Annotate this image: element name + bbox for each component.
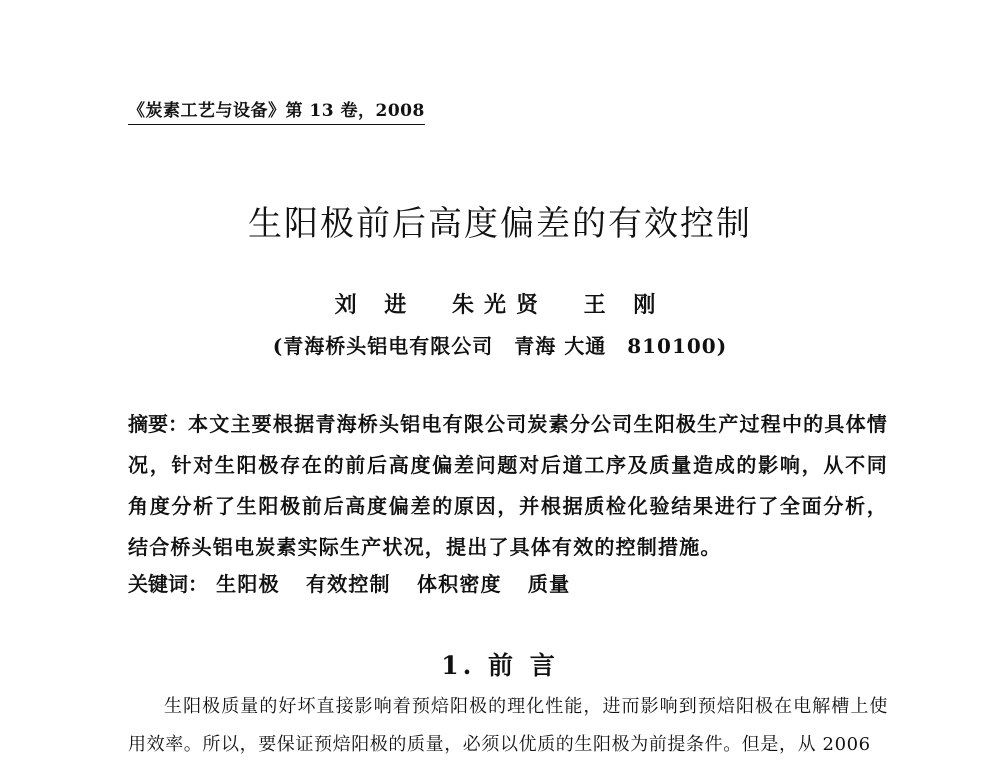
journal-header: 《炭素工艺与设备》第 13 卷，2008: [128, 96, 425, 125]
author-list: [0, 288, 1000, 319]
keyword-1: 生阳极: [216, 572, 280, 596]
keyword-2: 有效控制: [305, 572, 391, 596]
author-2: 朱光贤: [451, 292, 548, 318]
abstract-label: 摘要：: [128, 412, 189, 436]
affiliation: (青海桥头铝电有限公司 青海 大通 810100): [272, 334, 728, 358]
author-3: 王 刚: [583, 292, 666, 318]
keyword-3: 体积密度: [416, 572, 502, 596]
author-1: 刘 进: [334, 292, 417, 318]
abstract-text: 本文主要根据青海桥头铝电有限公司炭素分公司生阳极生产过程中的具体情况，针对生阳极存在的前后高度偏差问题对后道工序及质量造成的影响，从不同角度分析了生阳极前后高度偏差的原因，并根据质检化验结果进行了全面分析，结合桥头铝电炭素实际生产状况，提出了具体有效的控制措施。: [128, 412, 889, 559]
section-heading: 1. 前 言: [441, 651, 559, 680]
body-paragraph: 生阳极质量的好坏直接影响着预焙阳极的理化性能，进而影响到预焙阳极在电解槽上使用效率。所以，要保证预焙阳极的质量，必须以优质的生阳极为前提条件。但是，从 2006: [128, 696, 888, 755]
keywords-label: 关键词：: [128, 572, 208, 596]
keywords: [128, 568, 588, 597]
paper-title: 生阳极前后高度偏差的有效控制: [248, 204, 752, 244]
keyword-4: 质量: [527, 572, 571, 596]
abstract: [128, 404, 888, 568]
